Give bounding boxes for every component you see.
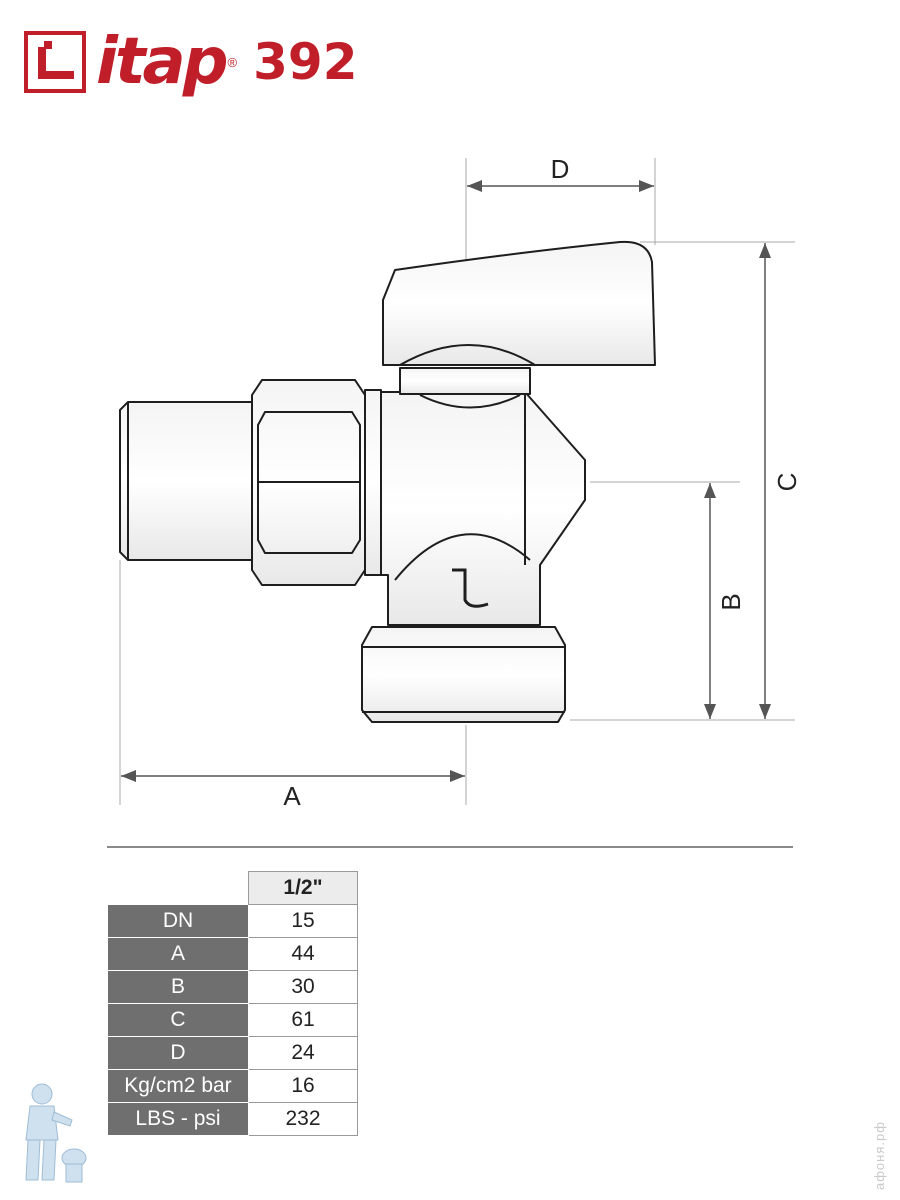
row-label: LBS - psi — [108, 1103, 249, 1136]
table-row — [108, 971, 358, 1004]
table-row — [108, 1070, 358, 1103]
table-corner — [108, 872, 249, 905]
brand-wordmark: itap — [96, 25, 226, 99]
row-value: 15 — [249, 905, 358, 938]
row-value: 30 — [249, 971, 358, 1004]
section-divider — [107, 846, 793, 848]
table-row — [108, 1004, 358, 1037]
table-row — [108, 1103, 358, 1136]
row-label: D — [108, 1037, 249, 1070]
row-label: DN — [108, 905, 249, 938]
label-d: D — [550, 154, 570, 184]
table-row — [108, 905, 358, 938]
row-label: C — [108, 1004, 249, 1037]
size-header: 1/2" — [249, 872, 358, 905]
row-value: 44 — [249, 938, 358, 971]
table-header-row — [108, 872, 358, 905]
spec-table — [107, 871, 358, 1136]
label-a: A — [283, 781, 301, 811]
label-b: B — [716, 593, 746, 611]
table-row — [108, 938, 358, 971]
row-label: A — [108, 938, 249, 971]
registered-mark: ® — [227, 54, 238, 70]
table-row — [108, 1037, 358, 1070]
model-number: 392 — [253, 33, 358, 91]
valve-body — [120, 242, 655, 722]
row-value: 61 — [249, 1004, 358, 1037]
row-label: Kg/cm2 bar — [108, 1070, 249, 1103]
label-c: C — [772, 472, 802, 492]
row-value: 16 — [249, 1070, 358, 1103]
plumber-mascot-icon — [10, 1080, 90, 1190]
row-value: 24 — [249, 1037, 358, 1070]
row-label: B — [108, 971, 249, 1004]
watermark: афоня.рф — [872, 1121, 887, 1190]
row-value: 232 — [249, 1103, 358, 1136]
